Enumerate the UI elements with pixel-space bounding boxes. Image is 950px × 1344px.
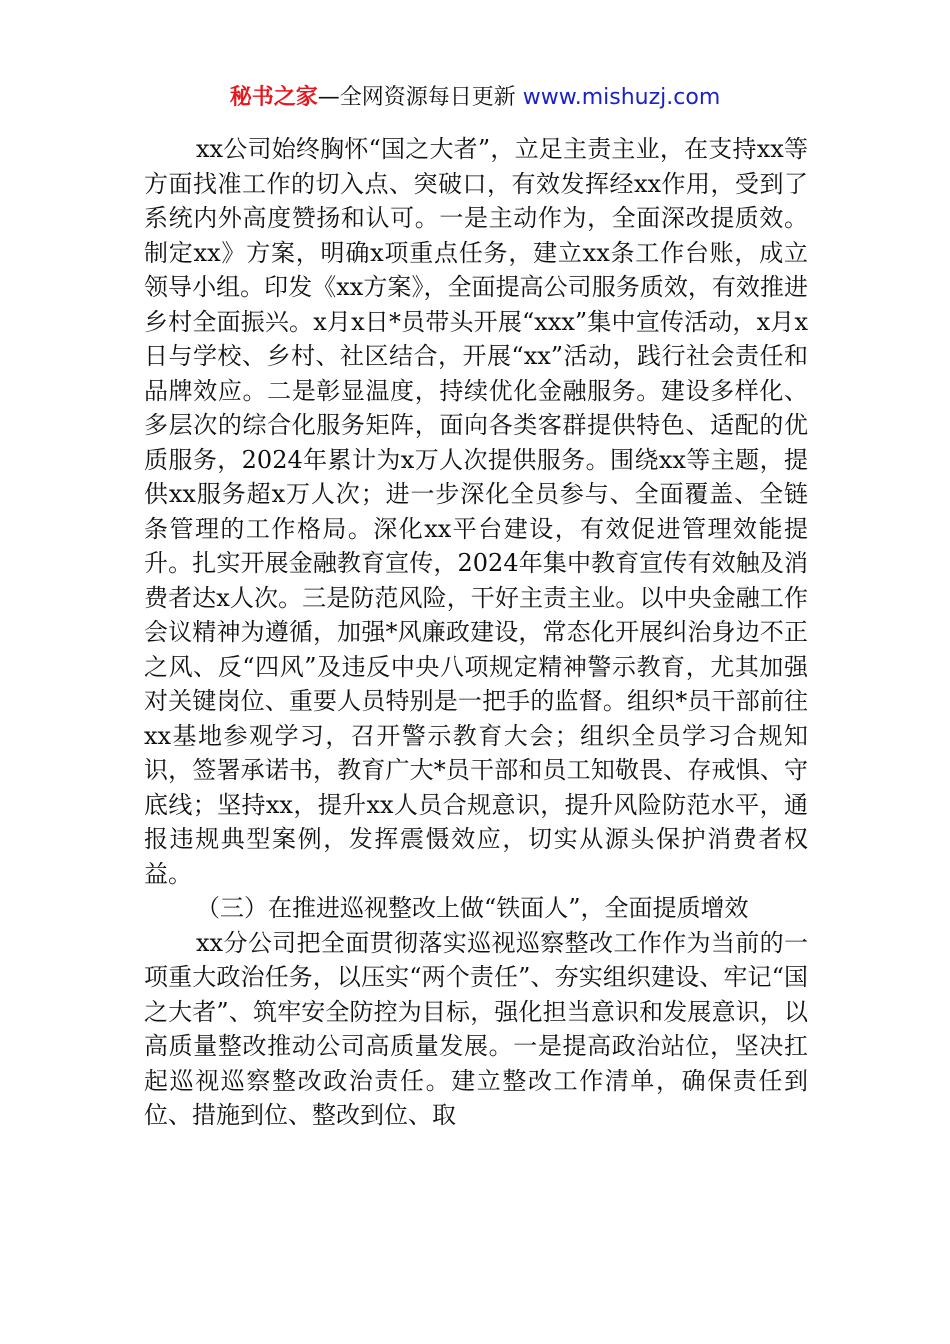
paragraph-1: xx公司始终胸怀“国之大者”，立足主责主业，在支持xx等方面找准工作的切入点、突破口，有效发挥经xx作用，受到了系统内外高度赞扬和认可。一是主动作为，全面深改提质效。制定xx》方案，明确x项重点任务，建立xx条工作台账，成立领导小组。印发《xx方案》，全面提高公司服务质效，有效推进乡村全面振兴。x月x日*员带头开展“xxx”集中宣传活动，x月x日与学校、乡村、社区结合，开展“xx”活动，践行社会责任和品牌效应。二是彰显温度，持续优化金融服务。建设多样化、多层次的综合化服务矩阵，面向各类客群提供特色、适配的优质服务，2024年累计为x万人次提供服务。围绕xx等主题，提供xx服务超x万人次；进一步深化全员参与、全面覆盖、全链条管理的工作格局。深化xx平台建设，有效促进管理效能提升。扎实开展金融教育宣传，2024年集中教育宣传有效触及消费者达x人次。三是防范风险，干好主责主业。以中央金融工作会议精神为遵循，加强*风廉政建设，常态化开展纠治身边不正之风、反“四风”及违反中央八项规定精神警示教育，尤其加强对关键岗位、重要人员特别是一把手的监督。组织*员干部前往xx基地参观学习，召开警示教育大会；组织全员学习合规知识，签署承诺书，教育广大*员干部和员工知敬畏、存戒惧、守底线；坚持xx，提升xx人员合规意识，提升风险防范水平，通报违规典型案例，发挥震慑效应，切实从源头保护消费者权益。: [144, 135, 808, 888]
paragraph-2: xx分公司把全面贯彻落实巡视巡察整改工作作为当前的一项重大政治任务，以压实“两个责任”、夯实组织建设、牢记“国之大者”、筑牢安全防控为目标，强化担当意识和发展意识，以高质量整改推动公司高质量发展。一是提高政治站位，坚决扛起巡视巡察整改政治责任。建立整改工作清单，确保责任到位、措施到位、整改到位、取: [144, 928, 808, 1129]
document-body: [144, 132, 808, 1133]
site-url-link[interactable]: www.mishuzj.com: [522, 85, 721, 110]
site-header: [0, 80, 950, 116]
header-tagline: —全网资源每日更新: [317, 85, 523, 110]
brand-name: 秘书之家: [229, 85, 318, 110]
section-heading: （三）在推进巡视整改上做“铁面人”，全面提质增效: [196, 894, 749, 922]
